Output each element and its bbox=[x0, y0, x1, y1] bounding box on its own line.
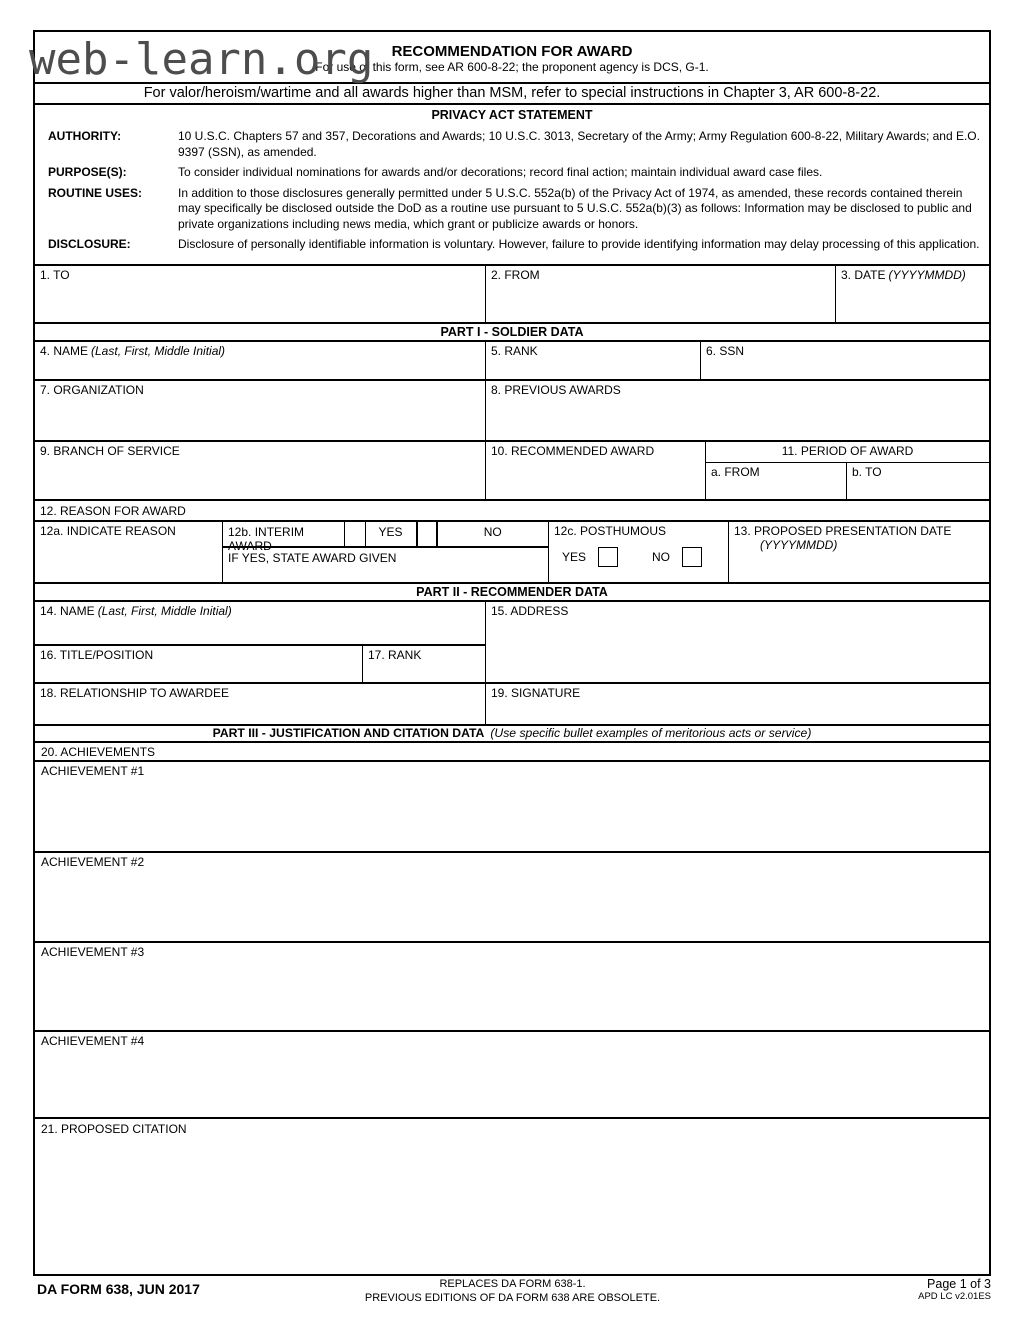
field-recommender-rank-label: 17. RANK bbox=[368, 648, 422, 662]
achievement-1-label: ACHIEVEMENT #1 bbox=[41, 764, 145, 778]
proposed-citation-field[interactable] bbox=[35, 1117, 989, 1274]
row-name-rank-ssn bbox=[35, 340, 989, 379]
privacy-act-section bbox=[35, 103, 989, 264]
field-presentation-date-hint: (YYYYMMDD) bbox=[760, 538, 838, 552]
row-organization-previous-awards bbox=[35, 379, 989, 440]
field-posthumous bbox=[548, 522, 728, 582]
privacy-act-title: PRIVACY ACT STATEMENT bbox=[431, 108, 593, 122]
row-achievements-header bbox=[35, 741, 989, 760]
achievement-3-label: ACHIEVEMENT #3 bbox=[41, 945, 145, 959]
field-rank[interactable] bbox=[485, 342, 700, 379]
field-name[interactable] bbox=[35, 342, 485, 379]
field-branch-of-service[interactable] bbox=[35, 442, 485, 499]
part3-header bbox=[35, 724, 989, 741]
field-branch-label: 9. BRANCH OF SERVICE bbox=[40, 444, 180, 458]
interim-yes-label: YES bbox=[378, 525, 403, 539]
proposed-citation-label: 21. PROPOSED CITATION bbox=[41, 1122, 187, 1136]
field-signature[interactable] bbox=[485, 684, 989, 724]
field-organization[interactable] bbox=[35, 381, 485, 440]
field-indicate-reason[interactable] bbox=[35, 522, 222, 582]
footer-obsolete-note: PREVIOUS EDITIONS OF DA FORM 638 ARE OBSOLETE. bbox=[364, 1291, 661, 1304]
field-if-yes-label: IF YES, STATE AWARD GIVEN bbox=[228, 551, 397, 565]
privacy-row-disclosure bbox=[35, 237, 989, 253]
privacy-row-routine-uses bbox=[35, 186, 989, 233]
form-title: RECOMMENDATION FOR AWARD bbox=[391, 43, 633, 60]
valor-instruction-text: For valor/heroism/wartime and all awards higher than MSM, refer to special instructions in Chapter 3, AR 600-8-22. bbox=[143, 85, 881, 101]
field-date[interactable] bbox=[835, 266, 989, 322]
row-to-from-date bbox=[35, 264, 989, 322]
field-date-format-hint: (YYYYMMDD) bbox=[888, 268, 966, 282]
field-previous-awards[interactable] bbox=[485, 381, 989, 440]
watermark-text: web-learn.org bbox=[29, 34, 374, 85]
field-name-hint: (Last, First, Middle Initial) bbox=[91, 344, 226, 358]
field-recommended-award-label: 10. RECOMMENDED AWARD bbox=[491, 444, 655, 458]
footer-center-notes bbox=[0, 1278, 1025, 1305]
interim-award-subrow bbox=[223, 522, 548, 553]
field-interim-award bbox=[222, 522, 548, 582]
footer-right-block bbox=[918, 1277, 991, 1303]
row-reason-details bbox=[35, 520, 989, 582]
routine-uses-text: In addition to those disclosures generally permitted under 5 U.S.C. 552a(b) of the Privacy Act of 1974, as amended, these records contained therein may specifically be disclosed outside the DoD as a routine use pursuant to 5 U.S.C. 552a(b)(3) as follows: Information may be disclosed to public and private organizations including news media, which grant or publicize awards or honors. bbox=[178, 185, 972, 231]
disclosure-label: DISCLOSURE: bbox=[48, 237, 131, 251]
field-period-to[interactable] bbox=[846, 463, 989, 499]
row-reason-for-award[interactable] bbox=[35, 499, 989, 520]
footer-replaces-note: REPLACES DA FORM 638-1. bbox=[439, 1278, 586, 1290]
purpose-text: To consider individual nominations for awards and/or decorations; record final action; maintain individual award case files. bbox=[178, 165, 823, 179]
field-recommender-rank[interactable] bbox=[362, 646, 485, 682]
part3-header-title: PART III - JUSTIFICATION AND CITATION DATA bbox=[212, 726, 485, 740]
achievement-2-field[interactable] bbox=[35, 851, 989, 941]
field-to[interactable] bbox=[35, 266, 485, 322]
achievement-3-field[interactable] bbox=[35, 941, 989, 1030]
field-recommended-award[interactable] bbox=[485, 442, 705, 499]
da-form-638 bbox=[29, 30, 991, 1276]
interim-no-label: NO bbox=[483, 525, 502, 539]
field-title-position-label: 16. TITLE/POSITION bbox=[40, 648, 154, 662]
field-posthumous-label: 12c. POSTHUMOUS bbox=[554, 524, 667, 538]
row-branch-award-period bbox=[35, 440, 989, 499]
privacy-row-purpose bbox=[35, 165, 989, 181]
part3-header-note: (Use specific bullet examples of meritorious acts or service) bbox=[490, 726, 812, 740]
field-previous-awards-label: 8. PREVIOUS AWARDS bbox=[491, 383, 621, 397]
field-period-of-award bbox=[705, 442, 989, 499]
field-relationship[interactable] bbox=[35, 684, 485, 724]
field-recommender-name[interactable] bbox=[35, 602, 485, 644]
field-from[interactable] bbox=[485, 266, 835, 322]
field-signature-label: 19. SIGNATURE bbox=[491, 686, 581, 700]
posthumous-no-label: NO bbox=[652, 550, 671, 564]
posthumous-yes-checkbox[interactable] bbox=[598, 547, 618, 567]
field-ssn-label: 6. SSN bbox=[706, 344, 745, 358]
row-relationship-signature bbox=[35, 682, 989, 724]
achievements-label: 20. ACHIEVEMENTS bbox=[41, 745, 156, 759]
field-address-label: 15. ADDRESS bbox=[491, 604, 569, 618]
achievement-4-field[interactable] bbox=[35, 1030, 989, 1117]
field-if-yes-state-award[interactable] bbox=[223, 546, 548, 582]
field-interim-award-label: 12b. INTERIM AWARD bbox=[228, 525, 305, 553]
authority-text: 10 U.S.C. Chapters 57 and 357, Decorations and Awards; 10 U.S.C. 3013, Secretary of the Army; Army Regulation 600-8-22, Military Awards; and E.O. 9397 (SSN), as amended. bbox=[178, 129, 980, 159]
part2-header: PART II - RECOMMENDER DATA bbox=[35, 582, 989, 600]
title-block bbox=[35, 32, 989, 74]
recommender-left-column bbox=[35, 602, 485, 682]
footer-version: APD LC v2.01ES bbox=[918, 1291, 991, 1302]
period-of-award-subrow bbox=[706, 462, 989, 499]
authority-label: AUTHORITY: bbox=[48, 129, 122, 143]
disclosure-text: Disclosure of personally identifiable information is voluntary. However, failure to provide identifying information may delay processing of this application. bbox=[178, 237, 980, 251]
field-recommender-name-label: 14. NAME bbox=[40, 604, 95, 618]
field-presentation-date[interactable] bbox=[728, 522, 989, 582]
field-address[interactable] bbox=[485, 602, 989, 682]
privacy-row-authority bbox=[35, 129, 989, 160]
row-title-rank bbox=[35, 644, 485, 682]
field-indicate-reason-label: 12a. INDICATE REASON bbox=[40, 524, 176, 538]
title-row bbox=[29, 32, 989, 85]
routine-uses-label: ROUTINE USES: bbox=[48, 185, 143, 200]
field-presentation-date-label: 13. PROPOSED PRESENTATION DATE bbox=[734, 524, 952, 538]
field-reason-label: 12. REASON FOR AWARD bbox=[40, 504, 186, 518]
field-to-label: 1. TO bbox=[40, 268, 70, 282]
achievement-1-field[interactable] bbox=[35, 760, 989, 851]
field-period-from-label: a. FROM bbox=[711, 465, 760, 479]
row-recommender-name-address bbox=[35, 600, 989, 682]
field-title-position[interactable] bbox=[35, 646, 362, 682]
interim-yes-checkbox[interactable] bbox=[344, 522, 366, 546]
posthumous-no-checkbox[interactable] bbox=[682, 547, 702, 567]
footer-form-number: DA FORM 638, JUN 2017 bbox=[37, 1281, 200, 1297]
valor-instruction-row bbox=[35, 82, 989, 103]
period-of-award-label: 11. PERIOD OF AWARD bbox=[781, 444, 914, 458]
achievement-4-label: ACHIEVEMENT #4 bbox=[41, 1034, 145, 1048]
footer-page-number: Page 1 of 3 bbox=[927, 1277, 991, 1291]
field-from-label: 2. FROM bbox=[491, 268, 540, 282]
achievement-2-label: ACHIEVEMENT #2 bbox=[41, 855, 145, 869]
field-rank-label: 5. RANK bbox=[491, 344, 538, 358]
field-name-label: 4. NAME bbox=[40, 344, 89, 358]
field-period-from[interactable] bbox=[706, 463, 846, 499]
form-subtitle: For use of this form, see AR 600-8-22; the proponent agency is DCS, G-1. bbox=[315, 60, 709, 74]
purpose-label: PURPOSE(S): bbox=[48, 165, 127, 179]
interim-no-checkbox[interactable] bbox=[416, 522, 438, 546]
part1-header: PART I - SOLDIER DATA bbox=[35, 322, 989, 340]
field-relationship-label: 18. RELATIONSHIP TO AWARDEE bbox=[40, 686, 229, 700]
field-date-label: 3. DATE bbox=[841, 268, 886, 282]
field-period-to-label: b. TO bbox=[852, 465, 882, 479]
posthumous-yes-label: YES bbox=[562, 550, 587, 564]
posthumous-options bbox=[554, 547, 723, 567]
field-ssn[interactable] bbox=[700, 342, 989, 379]
field-recommender-name-hint: (Last, First, Middle Initial) bbox=[97, 604, 232, 618]
field-organization-label: 7. ORGANIZATION bbox=[40, 383, 144, 397]
